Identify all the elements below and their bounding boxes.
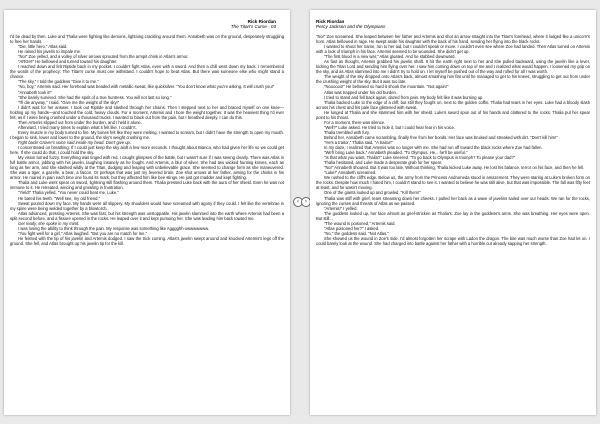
left-page-author: Rick Riordan xyxy=(247,19,276,24)
paragraph: "She barely survived. She had the spirit of a true huntress. You will not last so long." xyxy=(18,94,172,100)
paragraph: "The sky," I told the goddess "Give it to me." xyxy=(18,79,99,85)
paragraph: The weight of the sky dropped onto Atlas's back, almost smashing him flat until he managed to get to his knees, struggling to get out from under the crushing weight of the sky. But it was too late. xyxy=(316,74,590,85)
paragraph: In my daze, I realized that Artemis was no longer with me. She had run off toward the black rocks where Zoe had fallen. xyxy=(324,145,543,151)
paragraph: Thalia and Luke went spear on sword, lightning still flashing around them. Thalia pressed Luke back with the aura of her shield. Even he was not immune to it. He retreated, wincing and growling in frustration. xyxy=(10,180,284,191)
paragraph: "No!" Zoe screamed. She leaped between her father and Artemis and shot an arrow straight into the Titan's forehead, where it lodged like a unicorn's horn. Atlas bellowed in rage. He swept aside his daughter with the back of his hand, sending her flying into the black rocks. xyxy=(316,34,590,45)
paragraph: "No!" Annabeth shouted. But it was too late. Without thinking, Thalia kicked Luke away. He lost his balance, terror on his face, and then he fell. xyxy=(324,165,585,171)
paragraph: I tried to stand and fell back again, dazed from pain. My body felt like it was burning up. xyxy=(324,94,484,100)
paragraph: "Is that what you want, Thalia?" Luke sneered. "To go back to Olympus in triumph? To please your dad?" xyxy=(324,155,516,161)
paragraph: "The first blood in a new war," Atlas gloated. And he stabbed downward. xyxy=(324,54,456,60)
paragraph: "Yield!" Thalia yelled. "You never could beat me, Luke." xyxy=(18,190,119,196)
paragraph: "Annabeth took it!" xyxy=(18,89,53,95)
paragraph: "He's a traitor," Thalia said. "A traitor!" xyxy=(324,139,393,145)
right-page-text xyxy=(316,34,590,246)
paragraph: Atlas was trapped under his old burden. xyxy=(324,89,397,95)
paragraph: I was losing the ability to think through the pain. My response was something like Agggghh-owwwwwww. xyxy=(18,225,210,231)
paragraph: "The wound is poisoned," Artemis said. xyxy=(324,220,396,226)
paragraph: He feinted with the tip of his javelin and Artemis dodged. I saw the trick coming. Atlas's javelin swept around and knocked Artemis's legs off the ground. She fell, and Atlas brought up his javelin tip for the kill. xyxy=(10,235,284,246)
paragraph: For a moment, there was silence. xyxy=(324,119,386,125)
paragraph: We rushed to the cliff's edge. Below us, the army from the Princess Andromeda stood in amazement. They were staring at Luke's broken form on the rocks. Despite how much I hated him, I couldn't stand to see it. I wanted to believe he was still alive, but that was impossible. The fall was fifty feet at least, and he wasn't moving. xyxy=(316,175,590,191)
paragraph: "Luke!" Annabeth screamed. xyxy=(324,170,377,176)
paragraph: I didn't wait for her answer. I took out Riptide and slashed through her chains. Then I stepped next to her and braced myself on one knee—holding up my hands—and touched the cold, heavy clouds. For a moment, Artemis and I bore the weight together. It was the heaviest thing I'd ever felt, as if I were being crushed under a thousand trucks. I wanted to black out from the pain, but I breathed deeply. I can do this. xyxy=(10,104,284,120)
paragraph: Thalia backed Luke to the edge of a cliff, but still they fought on, next to the golden coffin. Thalia had tears in her eyes. Luke had a bloody slash across his chest and his pale face glistened with sweat. xyxy=(316,99,590,110)
paragraph: "No, boy," Artemis said. Her forehead was beaded with metallic sweat, like quicksilver. "You don't know what you're asking. It will crush you!" xyxy=(18,84,275,90)
paragraph: Get ready, she spoke in my mind. xyxy=(18,220,80,226)
paragraph: Behind her, Annabeth came scrambling, finally free from her bonds. Her face was bruised and streaked with dirt. "Don't kill him!" xyxy=(324,134,558,140)
paragraph: He raised his javelin to impale me. xyxy=(18,49,82,55)
chevron-left-icon: ‹ xyxy=(296,198,300,205)
paragraph: I reached down and felt Riptide back in my pocket. I couldn't fight Atlas, even with a sword. And then a chill went down my back. I remembered the words of the prophecy: The Titan's curse must one withstand. I couldn't hope to beat Atlas. But there was someone else who might stand a chance. xyxy=(10,64,284,80)
paragraph: "Die, little hero," Atlas said. xyxy=(18,44,68,50)
paragraph: "We'll bring Luke back," Annabeth pleaded. "To Olympus. He... he'll be useful." xyxy=(324,150,468,156)
paragraph: Sweat poured down my face. My hands were all slippery. My shoulders would have screamed with agony if they could. I felt like the vertebrae in my spine were being welded together by a blowtorch. xyxy=(10,200,284,211)
chevron-right-icon: › xyxy=(304,198,308,205)
paragraph: My vision turned fuzzy. Everything was tinged with red. I caught glimpses of the battle, but I wasn't sure if I was seeing clearly. There was Atlas in full battle armor, jabbing with his javelin, laughing insanely as he fought. And Artemis, a blur of silver. She had two wicked hunting knives, each as long as her arm, and she slashed wildly at the Titan, dodging and leaping with unbelievable grace. She seemed to change form as she maneuvered. She was a tiger, a gazelle, a bear, a falcon. Or perhaps that was just my fevered brain. Zoe shot arrows at her father, aiming for the chinks in his armor. He roared in pain each time one found its mark, but they affected him like bee stings. He just got madder and kept fighting. xyxy=(10,155,284,181)
left-page xyxy=(4,10,290,415)
paragraph: "No!" Zoe yelled, and a volley of silver arrows sprouted from the armpit chink in Atlas's armor. xyxy=(18,54,189,60)
paragraph: As fast as thought, Artemis grabbed his javelin shaft. It hit the earth right next to her and she pulled backward, using the javelin like a lever, kicking the Titan Lord and sending him flying over her. I saw him coming down on top of me and I realized what would happen. I loosened my grip on the sky, and as Atlas slammed into me I didn't try to hold on. I let myself be pushed out of the way and rolled for all I was worth. xyxy=(316,59,590,75)
paragraph: I'd be dead by then. Luke and Thalia were fighting like demons, lightning crackling around them. Annabeth was on the ground, desperately struggling to free her hands. xyxy=(10,34,284,45)
paragraph: Thalia trembled with fury. xyxy=(324,129,370,135)
paragraph: I wanted to shout her name, run to her aid, but I couldn't speak or move. I couldn't even see where Zoe had landed. Then Atlas turned on Artemis with a look of triumph in his face. Artemis seemed to be wounded. She didn't get up. xyxy=(316,44,590,55)
paragraph: Thalia was stiff with grief, tears streaming down her cheeks. I pulled her back as a wave of javelins sailed over our heads. We ran for the rocks, ignoring the curses and threats of Atlas as we passed. xyxy=(316,195,590,206)
paragraph: Thalia hesitated, and Luke made a desperate grab for her spear. xyxy=(324,160,443,166)
paragraph: Every muscle in my body turned to fire. My bones felt like they were melting. I wanted to scream, but I didn't have the strength to open my mouth. I began to sink, lower and lower to the ground, the sky's weight crushing me. xyxy=(10,129,284,140)
right-page-author: Rick Riordan xyxy=(316,19,345,24)
paragraph: "I'll die anyway," I said. "Give me the weight of the sky!" xyxy=(18,99,120,105)
paragraph: "Artemis!" I yelled. xyxy=(324,205,358,211)
paragraph: "No," the goddess said. "Not Atlas." xyxy=(324,230,389,236)
right-page-header xyxy=(316,19,385,29)
right-page-title: Percy Jackson and the Olympians xyxy=(316,24,386,30)
paragraph: Then Artemis slipped out from under the burden, and I held it alone. xyxy=(18,119,142,125)
right-page xyxy=(310,10,596,415)
paragraph: I concentrated on breathing. If I could just keep the sky aloft a few more seconds. I thought about Bianca, who had given her life so we could get here. If she could do that, I could hold the sky. xyxy=(10,145,284,156)
left-page-text xyxy=(10,34,284,246)
left-page-header xyxy=(231,19,276,29)
paragraph: The goddess looked up, her face almost as grief-stricken as Thalia's. Zoe lay in the goddess's arms. She was breathing. Her eyes were open. But still... xyxy=(316,210,590,221)
paragraph: "ARGH!" He bellowed and turned toward his daughter. xyxy=(18,59,118,65)
paragraph: "You fight well for a girl," Atlas laughed. "But you are no match for me." xyxy=(18,230,148,236)
paragraph: Atlas advanced, pressing Artemis. She was fast, but his strength was unstoppable. His javelin slammed into the earth where Artemis had been a split second before, and a fissure opened in the rocks. He leaped over it and kept pursuing her. She was leading him back toward me. xyxy=(10,210,284,221)
paragraph: "Well?" Luke asked. He tried to hide it, but I could hear fear in his voice. xyxy=(324,124,456,130)
paragraph: She showed us the wound in Zoe's side. I'd almost forgotten her scrape with Ladon the dragon. The bite was much worse than Zoe had let on. I could barely look at the wound. She had charged into battle against her father with a horrible cut already sapping her strength. xyxy=(316,235,590,246)
paragraph: Afterward, I tried many times to explain what it felt like. I couldn't. xyxy=(18,124,137,130)
paragraph: Fight back! Grover's voice said inside my head. Don't give up. xyxy=(18,139,131,145)
paragraph: He bared his teeth. "Well see, my old friend." xyxy=(18,195,101,201)
paragraph: "Atlas poisoned her?" I asked. xyxy=(324,225,380,231)
left-page-title: The Titan's Curse - 03 xyxy=(230,24,276,30)
paragraph: He lunged at Thalia and she slammed him with her shield. Luke's sword spun out of his hands and clattered to the rocks. Thalia put her spear point to his throat. xyxy=(316,109,590,120)
paragraph: One of the giants looked up and growled. "Kill them!" xyxy=(324,190,421,196)
paragraph: "Noooooo!" He bellowed so hard it shook the mountain. "Not again!" xyxy=(324,84,449,90)
